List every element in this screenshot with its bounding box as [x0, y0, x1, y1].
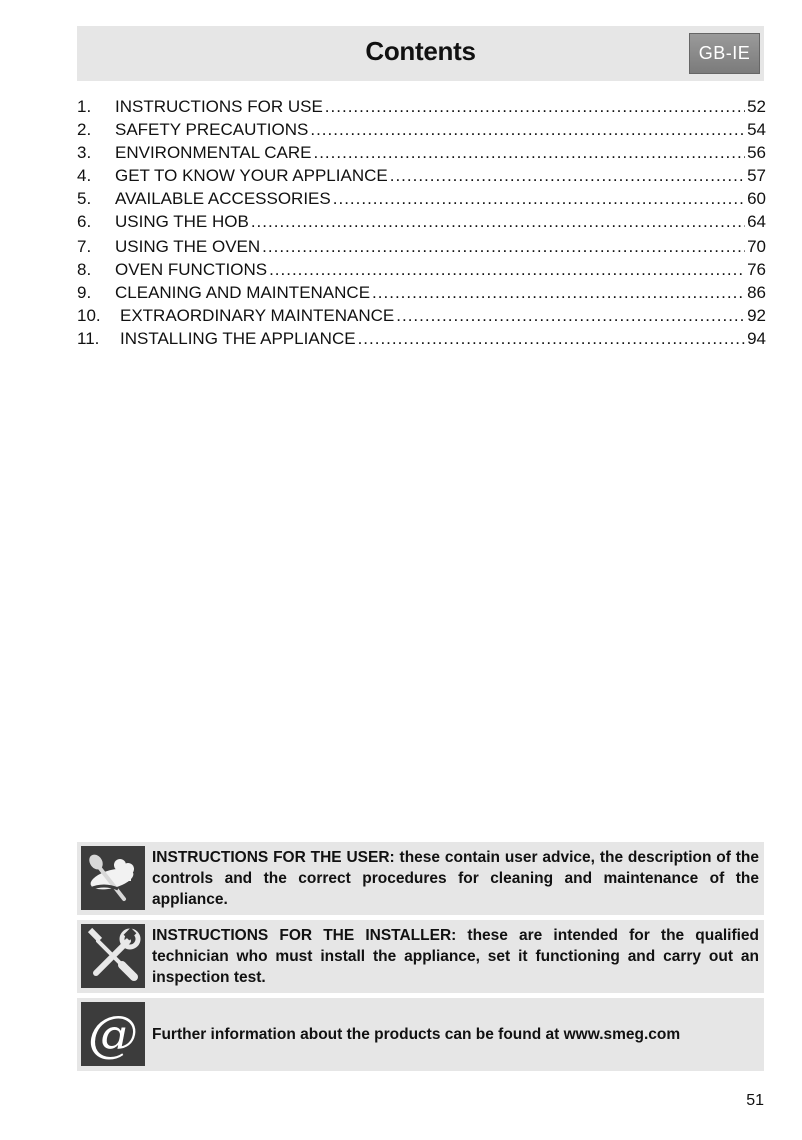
toc-number: 11. — [77, 329, 100, 348]
toc-number: 4. — [77, 166, 92, 185]
toc-entry[interactable] — [77, 120, 766, 143]
language-badge: GB-IE — [689, 33, 760, 74]
toc-number: 1. — [77, 97, 92, 116]
toc-title: OVEN FUNCTIONS — [115, 260, 268, 279]
toc-number: 6. — [77, 212, 92, 231]
toc-leader — [390, 166, 745, 186]
toc-entry[interactable] — [77, 189, 766, 212]
toc-page: 64 — [747, 212, 766, 231]
toc-number: 8. — [77, 260, 92, 279]
toc-page: 57 — [747, 166, 766, 185]
user-instructions-text: INSTRUCTIONS FOR THE USER: these contain user advice, the description of the controls and the correct procedures for cleaning and maintenance of the appliance. — [152, 849, 759, 908]
toc-title: CLEANING AND MAINTENANCE — [115, 283, 371, 302]
toc-leader — [269, 260, 745, 280]
toc-leader — [372, 283, 745, 303]
toc-page: 52 — [747, 97, 766, 116]
toc-number: 7. — [77, 237, 92, 256]
toc-number: 3. — [77, 143, 92, 162]
toc-leader — [396, 306, 745, 326]
chef-spoon-icon — [81, 846, 145, 910]
toc-title: USING THE HOB — [115, 212, 249, 231]
toc-leader — [310, 120, 745, 140]
toc-page: 56 — [747, 143, 766, 162]
website-info-text[interactable]: Further information about the products can be found at www.smeg.com — [152, 1026, 681, 1043]
toc-entry[interactable] — [77, 329, 766, 352]
toc-title: ENVIRONMENTAL CARE — [115, 143, 312, 162]
toc-title: INSTRUCTIONS FOR USE — [115, 97, 323, 116]
header-bar — [77, 26, 764, 81]
toc-entry[interactable] — [77, 166, 766, 189]
user-instructions-note — [77, 842, 764, 915]
toc-number: 10. — [77, 306, 101, 325]
toc-entry[interactable] — [77, 237, 766, 260]
toc-entry[interactable] — [77, 283, 766, 306]
toc-entry[interactable] — [77, 212, 766, 235]
toc-leader — [358, 329, 746, 349]
installer-instructions-note — [77, 920, 764, 993]
toc-leader — [333, 189, 745, 209]
toc-page: 54 — [747, 120, 766, 139]
toc-number: 9. — [77, 283, 92, 302]
table-of-contents — [77, 97, 766, 352]
toc-title: SAFETY PRECAUTIONS — [115, 120, 309, 139]
installer-instructions-text: INSTRUCTIONS FOR THE INSTALLER: these are intended for the qualified technician who must install the appliance, set it functioning and carry out an inspection test. — [152, 927, 759, 986]
toc-number: 5. — [77, 189, 92, 208]
toc-title: AVAILABLE ACCESSORIES — [115, 189, 331, 208]
toc-title: GET TO KNOW YOUR APPLIANCE — [115, 166, 388, 185]
page-title: Contents — [365, 36, 476, 66]
page-number: 51 — [746, 1092, 764, 1109]
tools-icon — [81, 924, 145, 988]
toc-page: 76 — [747, 260, 766, 279]
toc-entry[interactable] — [77, 97, 766, 120]
toc-number: 2. — [77, 120, 92, 139]
toc-title: EXTRAORDINARY MAINTENANCE — [120, 306, 395, 325]
toc-page: 92 — [747, 306, 766, 325]
toc-title: USING THE OVEN — [115, 237, 261, 256]
toc-leader — [313, 143, 745, 163]
toc-leader — [262, 237, 745, 257]
website-info-note — [77, 998, 764, 1071]
toc-page: 60 — [747, 189, 766, 208]
toc-entry[interactable] — [77, 306, 766, 329]
toc-title: INSTALLING THE APPLIANCE — [120, 329, 356, 348]
toc-page: 86 — [747, 283, 766, 302]
toc-leader — [251, 212, 745, 232]
toc-entry[interactable] — [77, 260, 766, 283]
toc-page: 94 — [747, 329, 766, 348]
at-symbol: @ — [88, 1005, 138, 1063]
toc-entry[interactable] — [77, 143, 766, 166]
toc-page: 70 — [747, 237, 766, 256]
toc-leader — [325, 97, 745, 117]
at-sign-icon — [81, 1002, 145, 1066]
notes-section — [77, 842, 764, 1076]
